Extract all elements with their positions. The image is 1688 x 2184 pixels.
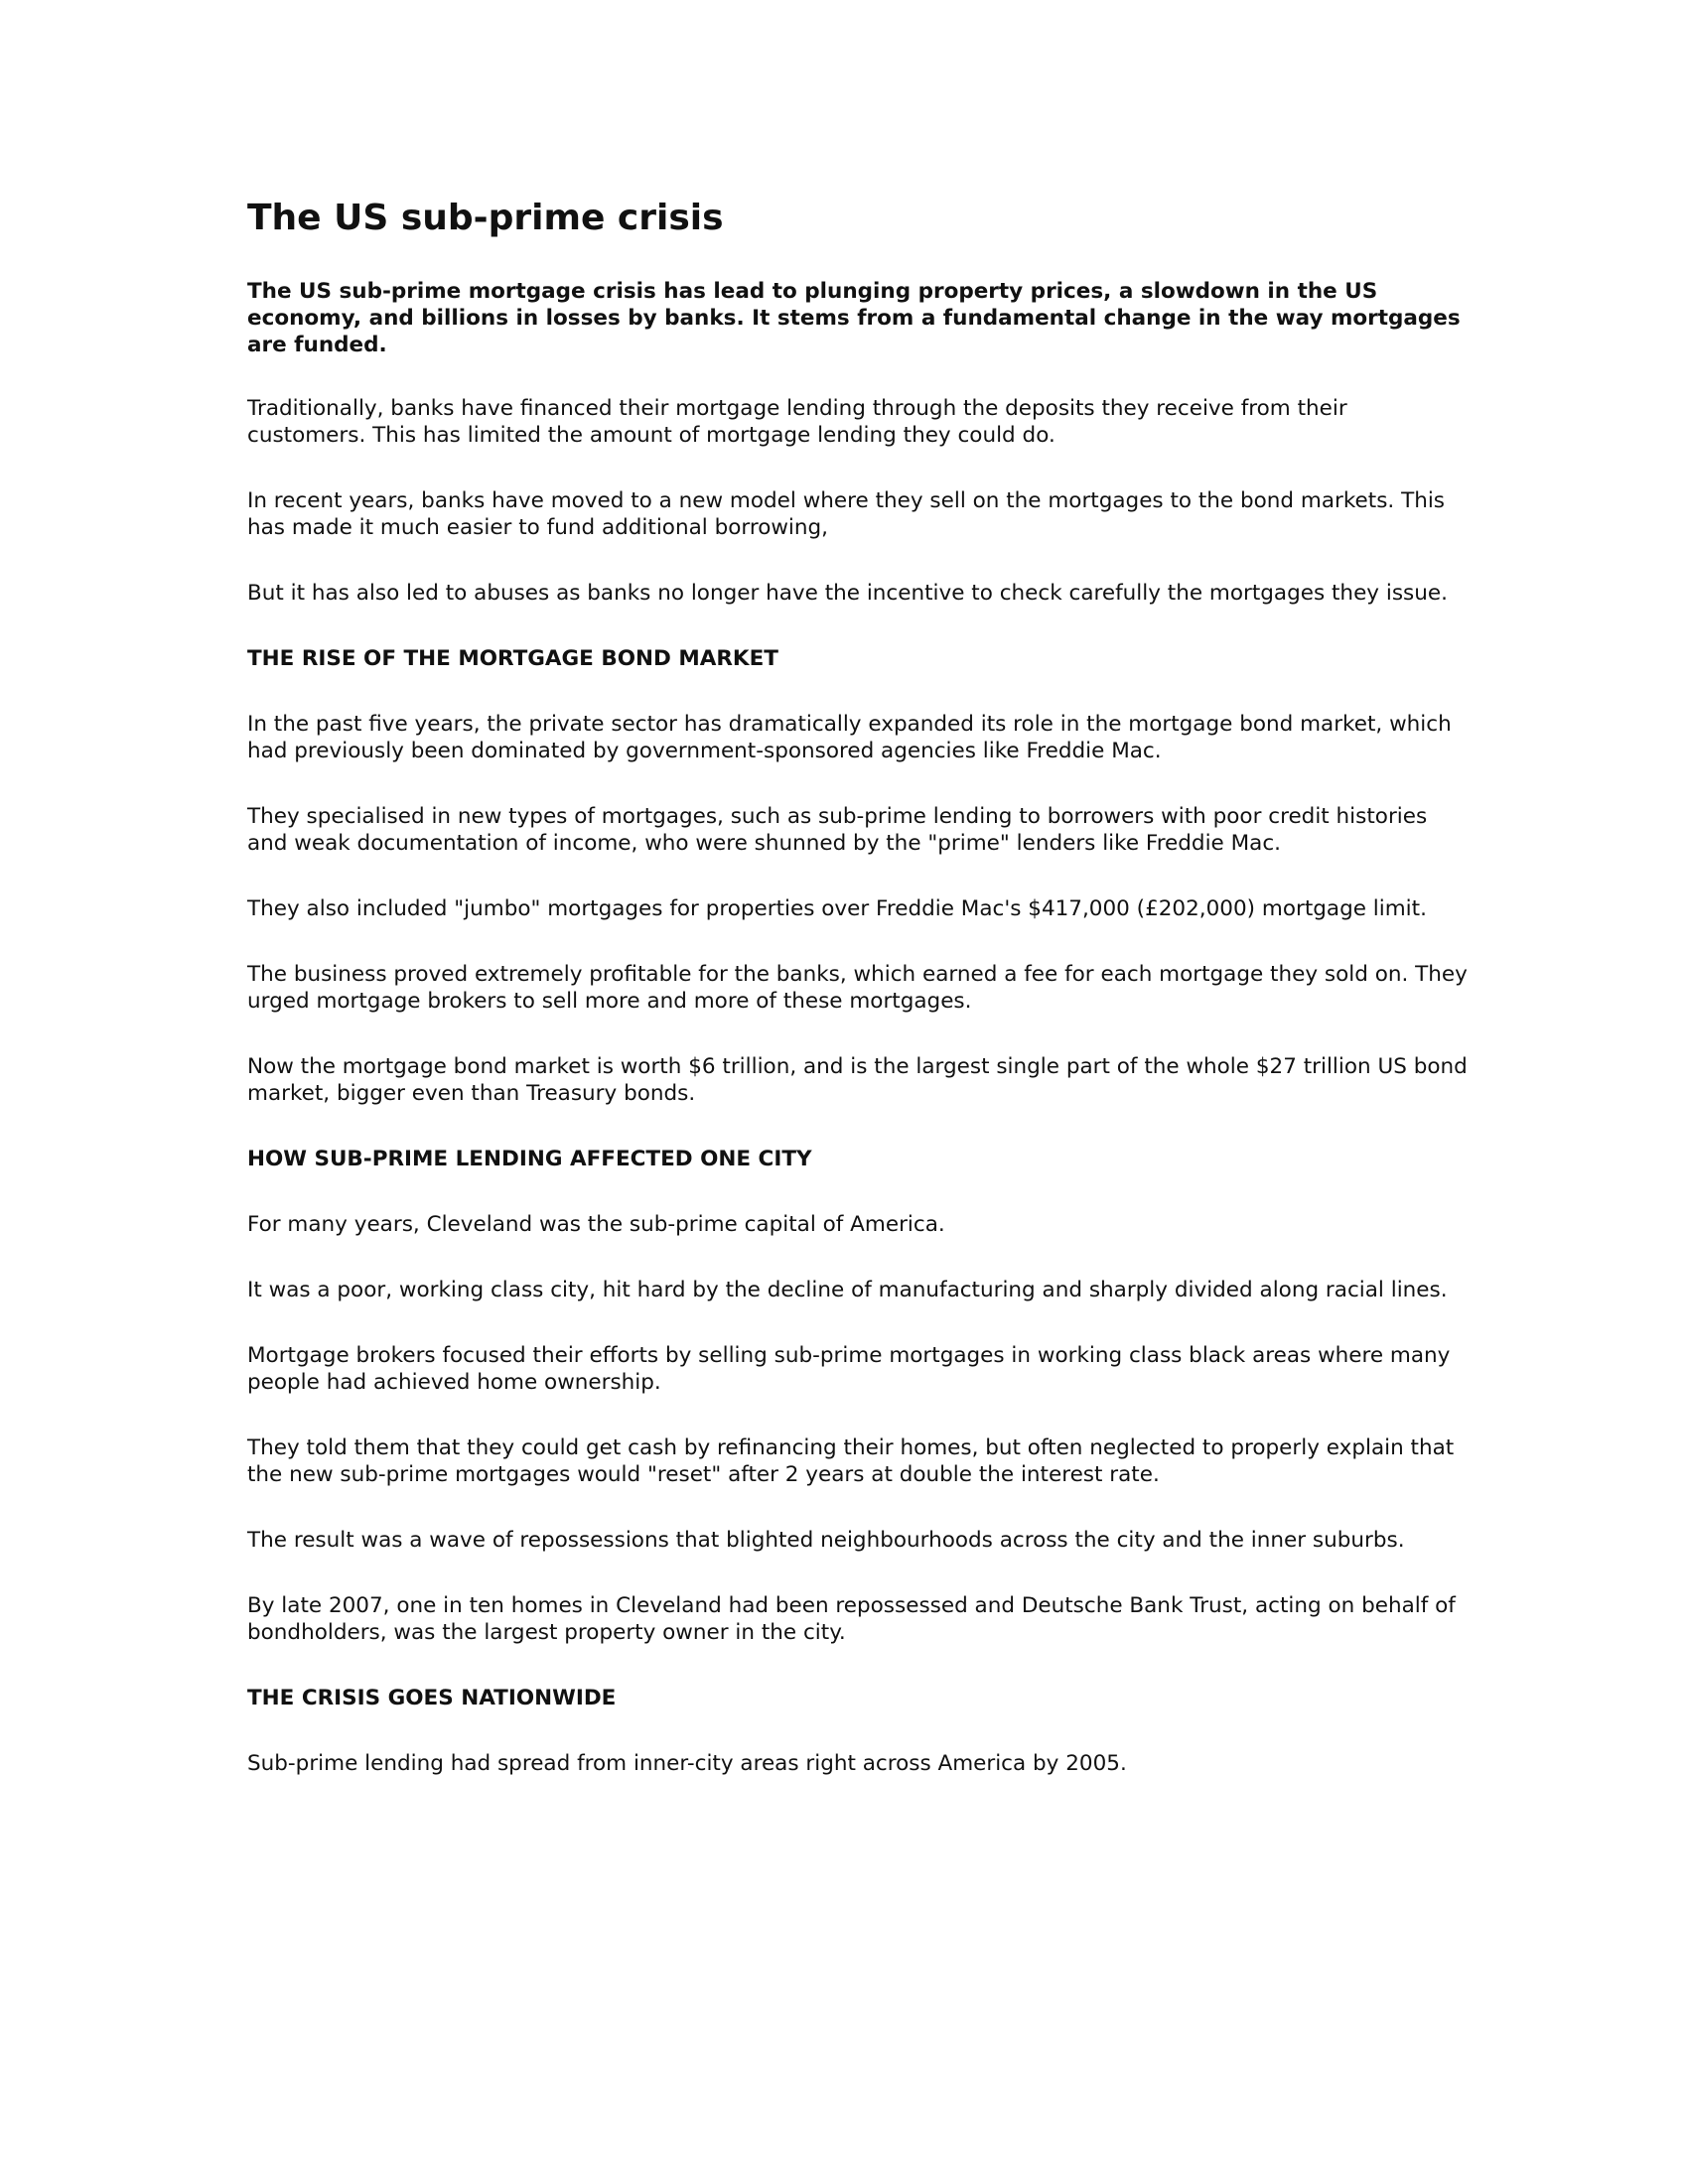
- section-heading: THE CRISIS GOES NATIONWIDE: [247, 1686, 617, 1710]
- section-heading: HOW SUB-PRIME LENDING AFFECTED ONE CITY: [247, 1147, 812, 1171]
- body-paragraph: It was a poor, working class city, hit hard by the decline of manufacturing and sharply divided along racial lines.: [247, 1278, 1448, 1302]
- body-paragraph: In the past five years, the private sector has dramatically expanded its role in the mortgage bond market, which had previously been dominated by government-sponsored agencies like Freddie Mac.: [247, 712, 1452, 763]
- body-paragraph: They told them that they could get cash by refinancing their homes, but often neglected to properly explain that the new sub-prime mortgages would "reset" after 2 years at double the interest rate.: [247, 1435, 1455, 1487]
- document-page: [247, 195, 1469, 1816]
- section-mortgage-bond-market: [247, 645, 1469, 1107]
- body-paragraph: Sub-prime lending had spread from inner-city areas right across America by 2005.: [247, 1751, 1127, 1776]
- body-paragraph: They specialised in new types of mortgages, such as sub-prime lending to borrowers with poor credit histories and weak documentation of income, who were shunned by the "prime" lenders like Freddie Mac.: [247, 804, 1428, 856]
- body-paragraph: By late 2007, one in ten homes in Cleveland had been repossessed and Deutsche Bank Trust, acting on behalf of bondholders, was the largest property owner in the city.: [247, 1593, 1456, 1645]
- section-heading: THE RISE OF THE MORTGAGE BOND MARKET: [247, 646, 778, 671]
- intro-paragraph: Traditionally, banks have financed their mortgage lending through the deposits they receive from their customers. This has limited the amount of mortgage lending they could do.: [247, 396, 1347, 448]
- body-paragraph: The result was a wave of repossessions that blighted neighbourhoods across the city and the inner suburbs.: [247, 1528, 1405, 1553]
- lead-paragraph: The US sub-prime mortgage crisis has lead to plunging property prices, a slowdown in the US economy, and billions in losses by banks. It stems from a fundamental change in the way mortgages are funded.: [247, 279, 1461, 357]
- section-nationwide: [247, 1685, 1469, 1777]
- body-paragraph: They also included "jumbo" mortgages for properties over Freddie Mac's $417,000 (£202,000) mortgage limit.: [247, 896, 1427, 921]
- intro-paragraph: But it has also led to abuses as banks no longer have the incentive to check carefully the mortgages they issue.: [247, 581, 1448, 606]
- body-paragraph: For many years, Cleveland was the sub-prime capital of America.: [247, 1212, 945, 1237]
- body-paragraph: The business proved extremely profitable for the banks, which earned a fee for each mortgage they sold on. They urged mortgage brokers to sell more and more of these mortgages.: [247, 962, 1468, 1014]
- body-paragraph: Now the mortgage bond market is worth $6 trillion, and is the largest single part of the whole $27 trillion US bond market, bigger even than Treasury bonds.: [247, 1054, 1468, 1106]
- intro-paragraph: In recent years, banks have moved to a new model where they sell on the mortgages to the bond markets. This has made it much easier to fund additional borrowing,: [247, 488, 1446, 540]
- body-paragraph: Mortgage brokers focused their efforts by selling sub-prime mortgages in working class black areas where many people had achieved home ownership.: [247, 1343, 1451, 1395]
- page-title: The US sub-prime crisis: [247, 198, 724, 238]
- section-one-city: [247, 1146, 1469, 1646]
